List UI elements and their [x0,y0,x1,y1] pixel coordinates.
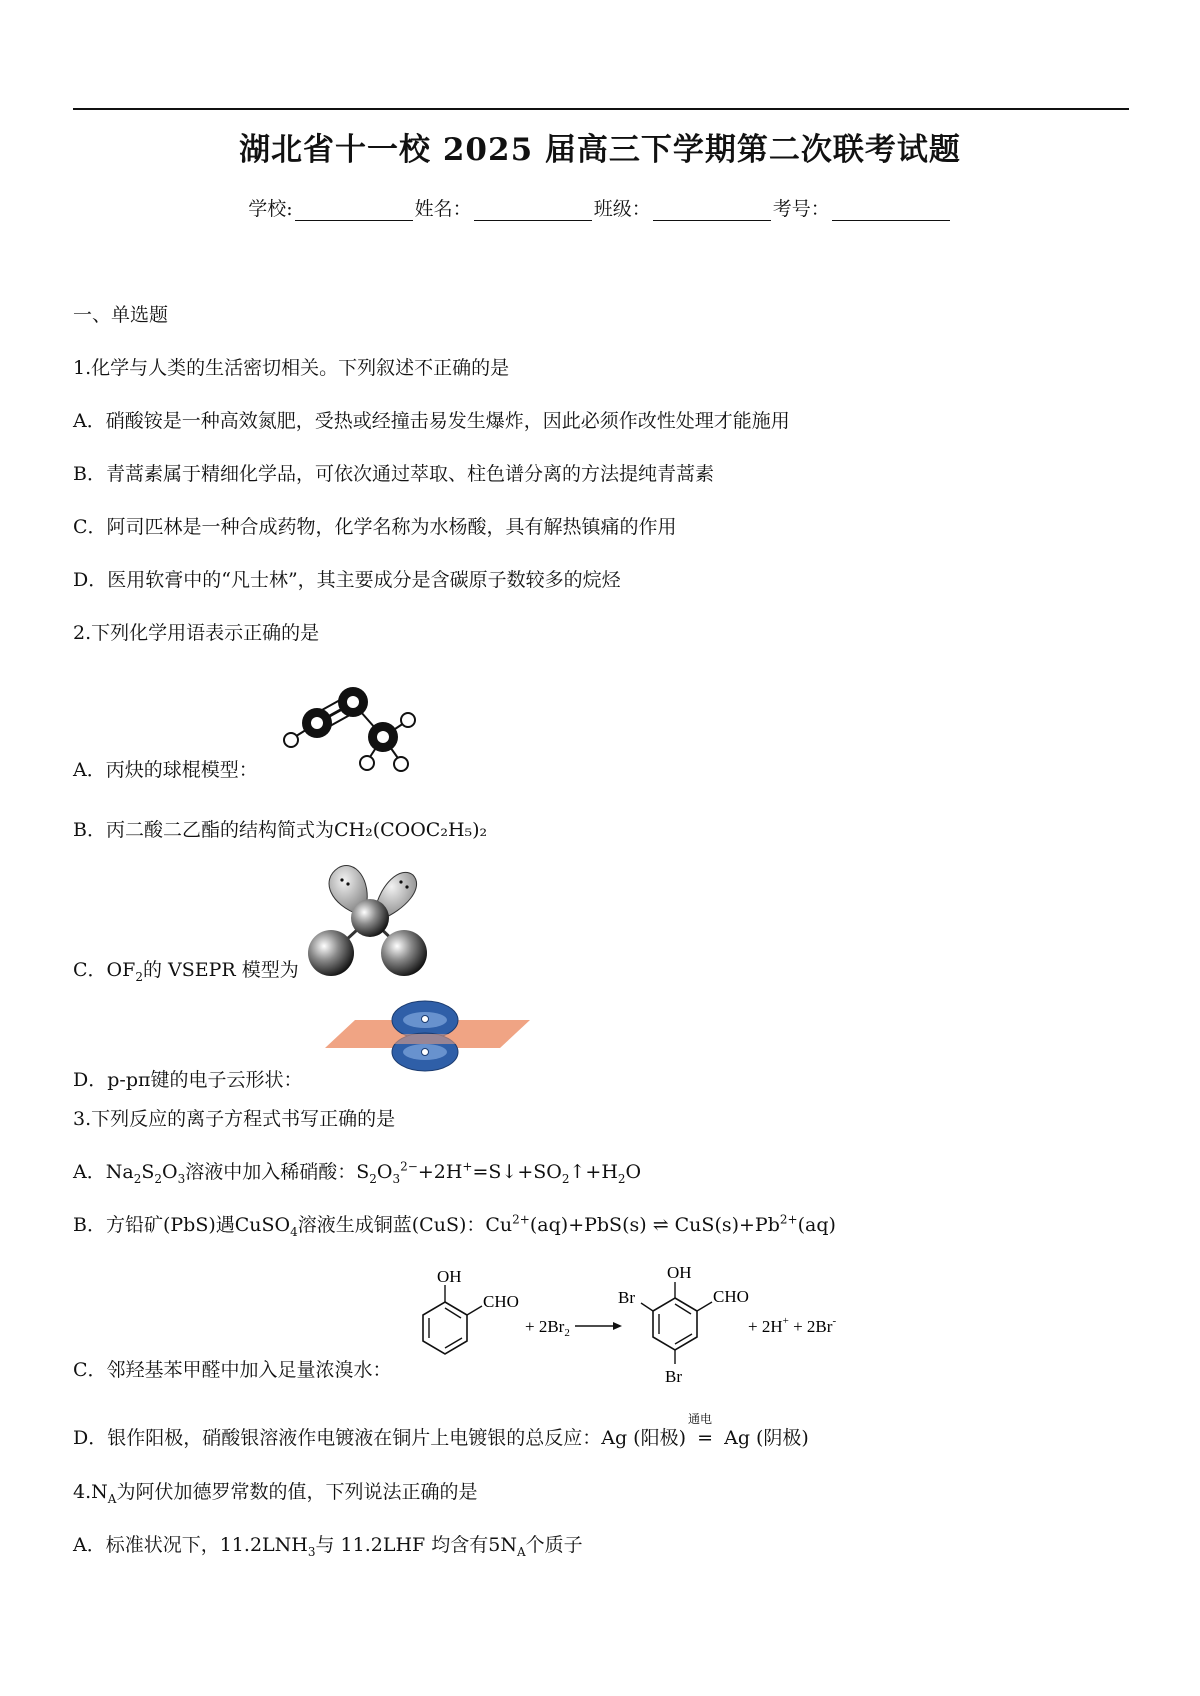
class-label: 班级： [593,198,651,220]
electrolysis-condition: 通电 [688,1412,713,1426]
exam-number-label: 考号： [772,198,830,220]
q3-d-right: Ag (阴极) [724,1427,809,1449]
q3-d-prefix: D．银作阳极，硝酸银溶液作电镀液在铜片上电镀银的总反应： [73,1427,602,1449]
q3-option-d [73,1412,809,1450]
q3-a-prefix: A．Na [73,1161,134,1183]
q1-option-b: B．青蒿素属于精细化学品，可依次通过萃取、柱色谱分离的方法提纯青蒿素 [73,463,714,485]
reagent-label: + $2Br_2$ [525,1317,570,1339]
student-info [0,194,1200,221]
q3-option-b: B．方铅矿(PbS)遇CuSO$_4$溶液生成铜蓝(CuS)：$Cu^{2+}(aq)+PbS(s)$ ⇌ $CuS(s)+Pb^{2+}(aq)$ [73,1212,836,1239]
electrolysis-equals: 通电 = [688,1412,713,1449]
q4-a-prefix: A．标准状况下，11.2LNH [73,1534,308,1556]
exam-title: 湖北省十一校 2025 届高三下学期第二次联考试题 [239,132,961,168]
bromination-reaction-scheme [415,1260,855,1385]
q3-b-mid: 溶液生成铜蓝(CuS)： [297,1214,486,1236]
q4-stem-prefix: 4.N [73,1481,108,1503]
q1-option-a: A．硝酸铵是一种高效氮肥，受热或经撞击易发生爆炸，因此必须作改性处理才能施用 [73,410,790,432]
q4-stem [73,1477,477,1506]
school-field[interactable] [295,198,413,221]
propyne-ball-stick-model [280,675,430,775]
q2-stem: 2.下列化学用语表示正确的是 [73,622,320,644]
products-byproduct-label: + 2H+ + 2Br- [748,1315,837,1336]
q2-b-formula: CH₂(COOC₂H₅)₂ [333,819,488,841]
product-br-left-label: Br [618,1288,635,1307]
header-rule [73,108,1129,110]
of2-vsepr-model [300,860,440,980]
q1-option-d: D．医用软膏中的“凡士林”，其主要成分是含碳原子数较多的烷烃 [73,569,621,591]
product-br-bottom-label: Br [665,1367,682,1385]
p-p-pi-bond-cloud [325,1000,535,1080]
q3-b-prefix: B．方铅矿(PbS)遇CuSO [73,1214,291,1236]
exam-number-field[interactable] [832,198,950,221]
q2-c-prefix: C．OF [73,959,136,981]
class-field[interactable] [653,198,771,221]
q2-option-a: A．丙炔的球棍模型： [73,759,258,781]
q2-b-text: B．丙二酸二乙酯的结构简式为 [73,819,334,841]
q3-d-left: Ag (阳极) [601,1427,686,1449]
q2-option-d: D．p-pπ键的电子云形状： [73,1069,303,1091]
product-cho-label: CHO [713,1287,749,1306]
q4-stem-subscript: A [107,1491,117,1506]
name-field[interactable] [474,198,592,221]
school-label: 学校: [248,198,293,220]
q2-option-b [73,815,487,842]
product-oh-label: OH [667,1263,692,1282]
q2-c-suffix: 的 VSEPR 模型为 [142,959,299,981]
q4-a-suffix: 个质子 [525,1534,583,1556]
q2-c-subscript: 2 [135,969,143,984]
q4-stem-suffix: 为阿伏加德罗常数的值，下列说法正确的是 [116,1481,478,1503]
section-heading: 一、单选题 [73,304,169,326]
q4-option-a: A．标准状况下，$11.2LNH_3$与 11.2LHF 均含有$5N_A$个质子 [73,1534,583,1559]
q1-stem: 1.化学与人类的生活密切相关。下列叙述不正确的是 [73,357,510,379]
q4-a-mid: 与 11.2LHF 均含有5N [315,1534,517,1556]
q2-option-c [73,955,299,984]
reactant-cho-label: CHO [483,1292,519,1311]
q3-a-text: 溶液中加入稀硝酸： [185,1161,357,1183]
q3-stem: 3.下列反应的离子方程式书写正确的是 [73,1108,396,1130]
reactant-oh-label: OH [437,1267,462,1286]
q3-option-c: C．邻羟基苯甲醛中加入足量浓溴水： [73,1359,392,1381]
q1-option-c: C．阿司匹林是一种合成药物，化学名称为水杨酸，具有解热镇痛的作用 [73,516,677,538]
q3-option-a: A．$Na_2S_2O_3$溶液中加入稀硝酸：$S_2O_3^{2-}+2H^+=S↓+SO_2↑+H_2O$ [73,1159,642,1186]
name-label: 姓名： [414,198,472,220]
